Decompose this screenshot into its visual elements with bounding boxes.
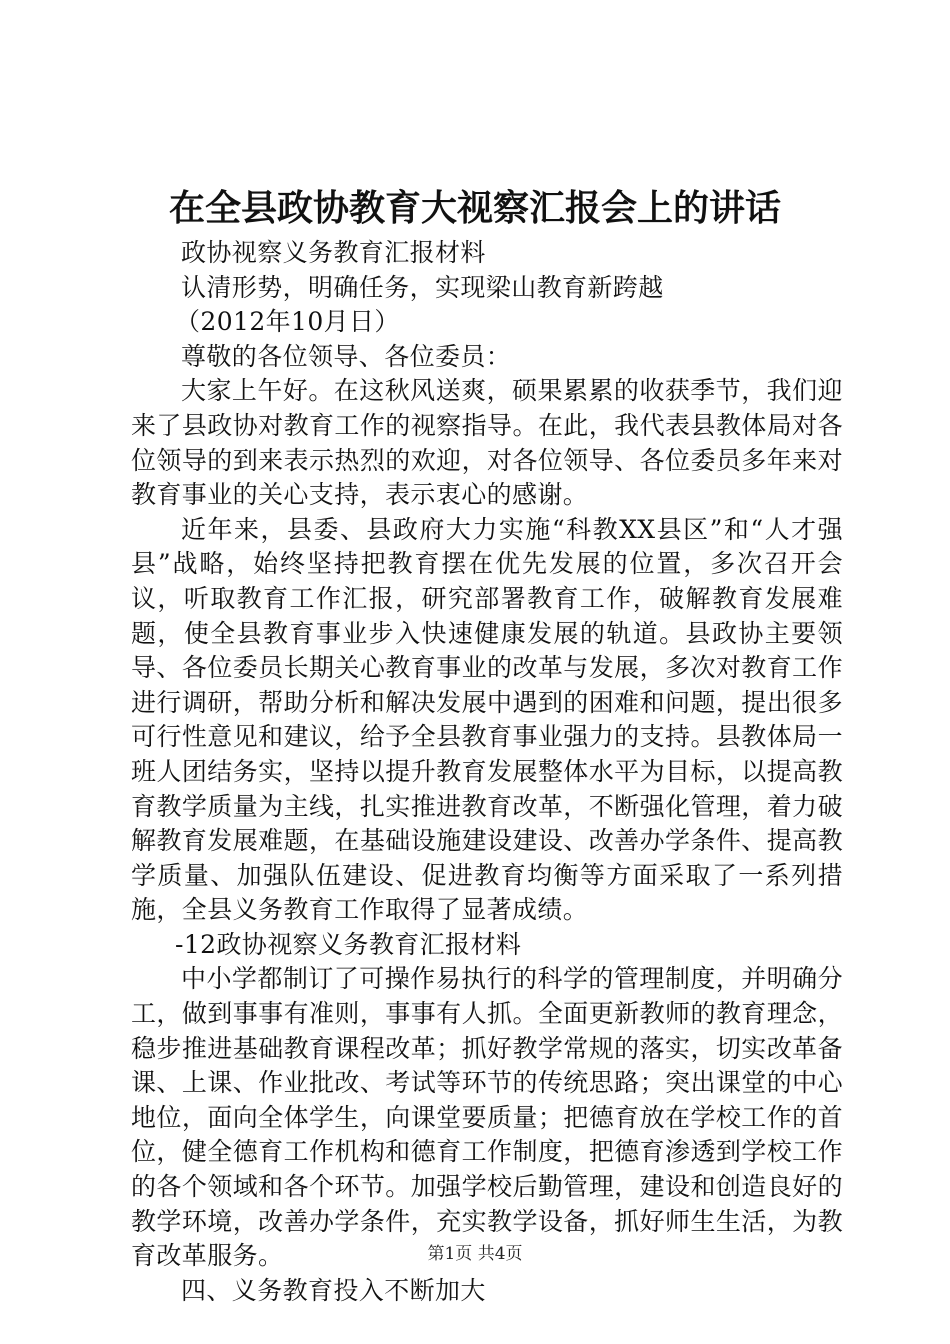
date-line: （2012年10月日） [175, 307, 400, 337]
document-body [131, 236, 843, 1308]
page-footer: 第1页 共4页 [427, 1244, 523, 1264]
section-heading: 四、义务教育投入不断加大 [181, 1275, 486, 1305]
salutation: 尊敬的各位领导、各位委员： [181, 341, 512, 371]
document-title: 在全县政协教育大视察汇报会上的讲话 [168, 187, 781, 229]
paragraph-1: 大家上午好。在这秋风送爽，硕果累累的收获季节，我们迎来了县政协对教育工作的视察指导。在此，我代表县教体局对各位领导的到来表示热烈的欢迎，对各位领导、各位委员多年来对教育事业的关心支持，表示衷心的感谢。 [131, 376, 843, 510]
paragraph-3: 中小学都制订了可操作易执行的科学的管理制度，并明确分工，做到事事有准则，事事有人抓。全面更新教师的教育理念，稳步推进基础教育课程改革；抓好教学常规的落实，切实改革备课、上课、作业批改、考试等环节的传统思路；突出课堂的中心地位，面向全体学生，向课堂要质量；把德育放在学校工作的首位，健全德育工作机构和德育工作制度，把德育渗透到学校工作的各个领域和各个环节。加强学校后勤管理，建设和创造良好的教学环境，改善办学条件，充实教学设备，抓好师生生活，为教育改革服务。 [131, 964, 843, 1271]
page-marker-line: -12政协视察义务教育汇报材料 [175, 929, 522, 959]
subtitle-line-1: 政协视察义务教育汇报材料 [181, 238, 486, 267]
paragraph-2: 近年来，县委、县政府大力实施“科教XX县区”和“人才强县”战略，始终坚持把教育摆在优先发展的位置，多次召开会议，听取教育工作汇报，研究部署教育工作，破解教育发展难题，使全县教育事业步入快速健康发展的轨道。县政协主要领导、各位委员长期关心教育事业的改革与发展，多次对教育工作进行调研，帮助分析和解决发展中遇到的困难和问题，提出很多可行性意见和建议，给予全县教育事业强力的支持。县教体局一班人团结务实，坚持以提升教育发展整体水平为目标，以提高教育教学质量为主线，扎实推进教育改革，不断强化管理，着力破解教育发展难题，在基础设施建设建设、改善办学条件、提高教学质量、加强队伍建设、促进教育均衡等方面采取了一系列措施，全县义务教育工作取得了显著成绩。 [131, 514, 843, 925]
subtitle-line-2: 认清形势，明确任务，实现梁山教育新跨越 [181, 272, 664, 302]
